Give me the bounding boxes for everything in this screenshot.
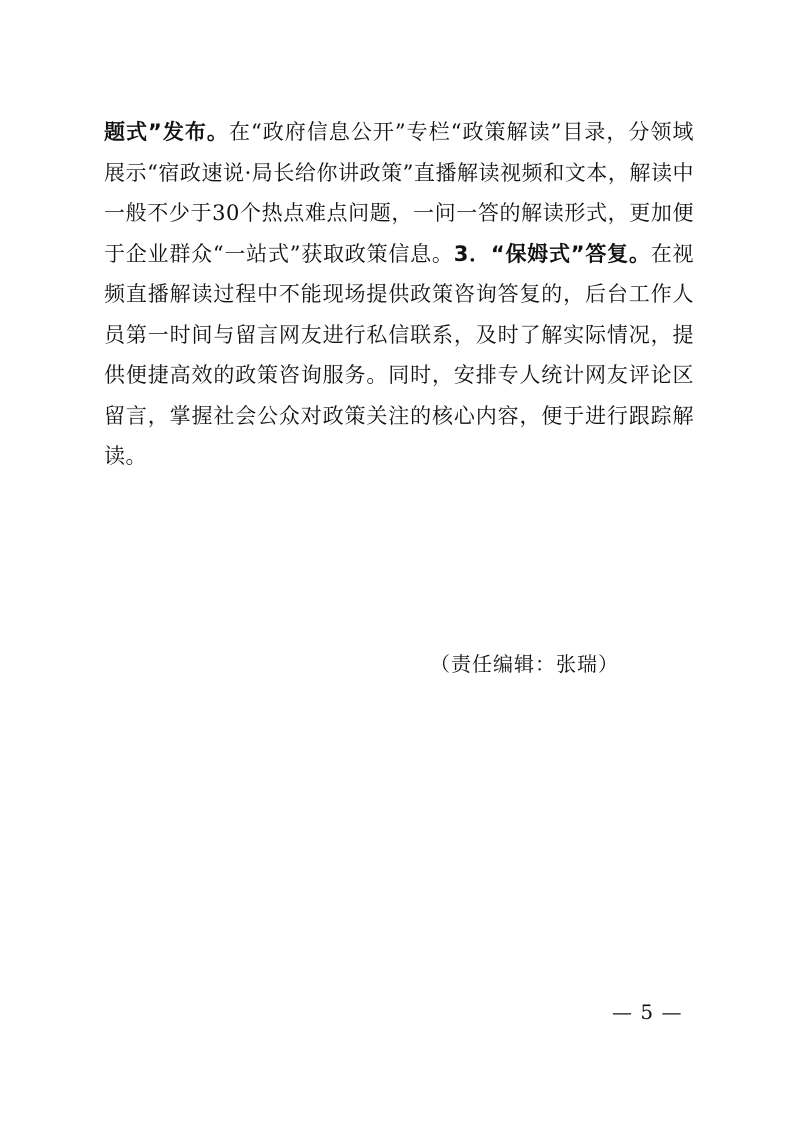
paragraph-text-reply-service: 在视频直播解读过程中不能现场提供政策咨询答复的，后台工作人员第一时间与留言网友进行私信联系，及时了解实际情况，提供便捷高效的政策咨询服务。同时，安排专人统计网友评论区留言，掌握社会公众对政策关注的核心内容，便于进行跟踪解读。	[104, 241, 694, 468]
heading-nanny-style-reply: 3．“保姆式”答复。	[453, 241, 651, 266]
page-number: — 5 —	[612, 1000, 683, 1024]
heading-fragment-release: 题式”发布。	[104, 120, 229, 144]
responsible-editor-note: （责任编辑：张瑞）	[430, 652, 619, 676]
paragraph-text-policy-column: 在“政府信息公开”专栏“政策解读”目录，分领域展示“宿政速说·局长给你讲政策”直播解读视频和文本，解读中一般不少于30个热点难点问题，一问一答的解读形式，更加便于企业群众“一站式”获取政策信息。	[104, 120, 694, 266]
body-paragraph	[104, 112, 694, 477]
